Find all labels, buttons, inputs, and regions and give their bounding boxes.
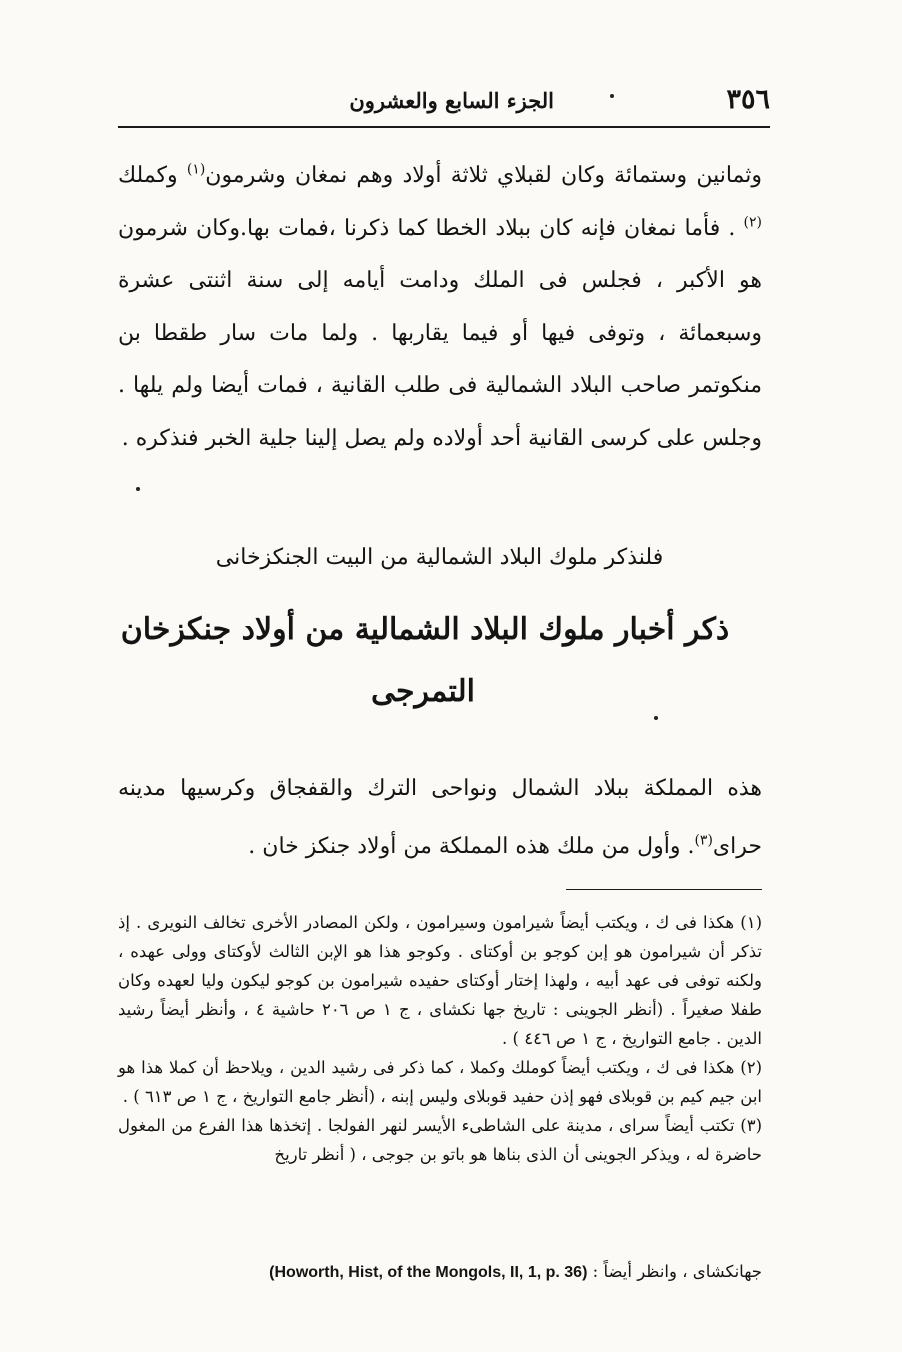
paragraph-text-a: وثمانين وستمائة وكان لقبلاي ثلاثة أولاد وهم نمغان وشرمون [205, 163, 762, 188]
footnote-separator [566, 889, 762, 890]
page-header [118, 82, 770, 122]
paragraph-text-b: وكملك [118, 163, 187, 188]
section-intro-line: فلنذكر ملوك البلاد الشمالية من البيت الجنكزخانى [215, 545, 664, 570]
header-rule [118, 126, 770, 128]
paragraph-text-c: . فأما نمغان فإنه كان ببلاد الخطا كما ذكرنا ،فمات بها.وكان شرمون هو الأكبر ، فجلس فى الملك ودامت أيامه إلى سنة اثنتى عشرة وسبعمائة ، وتوفى فيها أو فيما يقاربها . ولما مات سار طقطا بن منكوتمر صاحب البلاد الشمالية فى طلب القانية ، فمات أيضا ولم يلها . وجلس على كرسى القانية أحد أولاده ولم يصل إلينا جلية الخبر فنذكره . [118, 215, 762, 451]
footnote-ref-2[interactable]: (٢) [743, 214, 762, 231]
print-speck [654, 716, 658, 720]
chapter-paragraph [118, 760, 762, 876]
footnote-citation: (Howorth, Hist, of the Mongols, II, 1, p. 36) [269, 1264, 588, 1281]
main-paragraph [118, 150, 762, 465]
page-number: ٣٥٦ [726, 84, 770, 115]
footnote-3-final-line [118, 1257, 762, 1287]
footnote-3: (٣) تكتب أيضاً سراى ، مدينة على الشاطىء الأيسر لنهر الفولجا . إتخذها هذا الفرع من المغول حاضرة له ، ويذكر الجوينى أن الذى بناها هو باتو بن جوجى ، ( أنظر تاريخ [118, 1116, 762, 1164]
footnote-ref-3[interactable]: (٣) [694, 832, 713, 849]
footnote-3-tail: جهانكشاى ، وانظر أيضاً : [592, 1262, 762, 1281]
footnote-1: (١) هكذا فى ك ، ويكتب أيضاً شيرامون وسيرامون ، ولكن المصادر الأخرى تخالف النويرى . إذ تذكر أن شيرامون هو إبن كوجو بن أوكتاى . وكوجو هذا هو الإبن الثالث لأوكتاى وولى عهده ، ولكنه توفى فى عهد أبيه ، ولهذا إختار أوكتاى حفيده شيرامون بن كوجو ليكون وليا لعهده وكان طفلا صغيراً . (أنظر الجوينى : تاريخ جها نكشاى ، ج ١ ص ٢٠٦ حاشية ٤ ، وأنظر أيضاً رشيد الدين . جامع التواريخ ، ج ١ ص ٤٤٦ ) . [118, 913, 762, 1048]
chapter-text-b: . وأول من ملك هذه المملكة من أولاد جنكز خان . [248, 834, 695, 859]
chapter-heading: ذكر أخبار ملوك البلاد الشمالية من أولاد جنكزخان [120, 612, 730, 647]
print-speck [610, 94, 614, 98]
footnote-ref-1[interactable]: (١) [186, 161, 206, 178]
running-title: الجزء السابع والعشرون [349, 88, 554, 113]
print-speck [136, 487, 140, 491]
chapter-text-a: هذه المملكة ببلاد الشمال ونواحى الترك والقفجاق وكرسيها مدينه حراى [118, 776, 762, 859]
chapter-heading-continued: التمرجى [371, 674, 475, 709]
footnotes [118, 908, 762, 1169]
footnote-2: (٢) هكذا فى ك ، ويكتب أيضاً كوملك وكملا ، كما ذكر فى رشيد الدين ، ويلاحظ أن كملا هذا هو ابن جيم كيم بن قوبلاى فهو إذن حفيد قوبلاى وليس إبنه ، (أنظر جامع التواريخ ، ج ١ ص ٦١٣ ) . [118, 1058, 762, 1106]
